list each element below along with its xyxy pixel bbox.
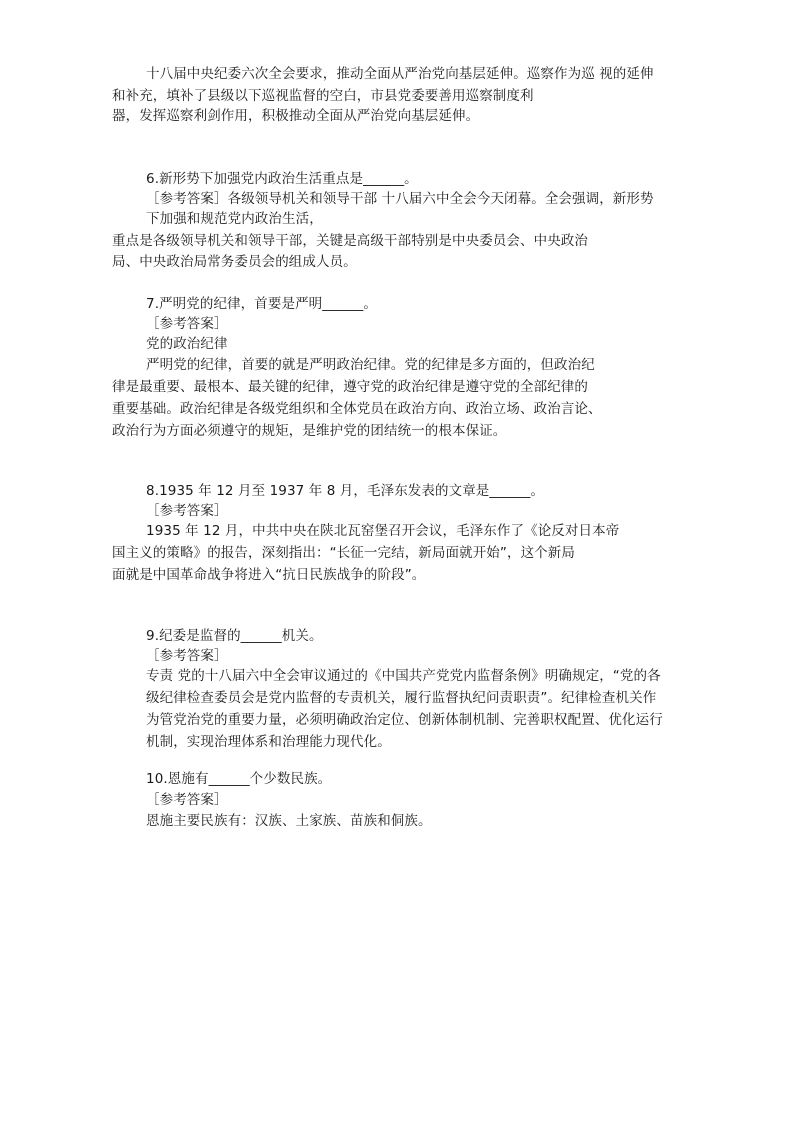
text-line: 十八届中央纪委六次全会要求，推动全面从严治党向基层延伸。巡察作为巡 视的延伸 (146, 66, 654, 82)
explanation-text: 严明党的纪律，首要的就是严明政治纪律。党的纪律是多方面的，但政治纪 (146, 357, 595, 373)
explanation-text: 面就是中国革命战争将进入“抗日民族战争的阶段”。 (112, 567, 426, 583)
answer-text: ［参考答案］各级领导机关和领导干部 十八届六中全会今天闭幕。全会强调，新形势 (146, 191, 654, 207)
question-text: 9.纪委是监督的______机关。 (146, 628, 323, 644)
question-text: 8.1935 年 12 月至 1937 年 8 月，毛泽东发表的文章是______。 (146, 483, 545, 499)
question-text: 6.新形势下加强党内政治生活重点是______。 (146, 171, 418, 187)
question-text: 10.恩施有______个少数民族。 (146, 771, 332, 787)
answer-text: 下加强和规范党内政治生活， (146, 211, 323, 227)
question-text: 7.严明党的纪律，首要是严明______。 (146, 296, 377, 312)
answer-label: ［参考答案］ (146, 503, 228, 519)
text-line: 和补充，填补了县级以下巡视监督的空白，市县党委要善用巡察制度利 (112, 88, 534, 104)
explanation-text: 重要基础。政治纪律是各级党组织和全体党员在政治方向、政治立场、政治言论、 (112, 401, 602, 417)
answer-label: ［参考答案］ (146, 648, 228, 664)
answer-text: 重点是各级领导机关和领导干部，关键是高级干部特别是中央委员会、中央政治 (112, 233, 588, 249)
explanation-text: 机制，实现治理体系和治理能力现代化。 (146, 734, 391, 750)
answer-text: 局、中央政治局常务委员会的组成人员。 (112, 254, 357, 270)
explanation-text: 为管党治党的重要力量，必须明确政治定位、创新体制机制、完善职权配置、优化运行 (146, 712, 663, 728)
answer-label: ［参考答案］ (146, 316, 228, 332)
explanation-text: 律是最重要、最根本、最关键的纪律，遵守党的政治纪律是遵守党的全部纪律的 (112, 379, 588, 395)
explanation-text: 专责 党的十八届六中全会审议通过的《中国共产党党内监督条例》明确规定，“党的各 (146, 668, 661, 684)
explanation-text: 恩施主要民族有：汉族、土家族、苗族和侗族。 (146, 813, 432, 829)
explanation-text: 政治行为方面必须遵守的规矩，是维护党的团结统一的根本保证。 (112, 423, 507, 439)
answer-label: ［参考答案］ (146, 792, 228, 808)
text-line: 器，发挥巡察利剑作用，积极推动全面从严治党向基层延伸。 (112, 108, 480, 124)
answer-text: 党的政治纪律 (146, 336, 228, 352)
explanation-text: 国主义的策略》的报告，深刻指出：“长征一完结，新局面就开始”，这个新局 (112, 545, 575, 561)
explanation-text: 1935 年 12 月，中共中央在陕北瓦窑堡召开会议，毛泽东作了《论反对日本帝 (146, 523, 620, 539)
explanation-text: 级纪律检查委员会是党内监督的专责机关，履行监督执纪问责职责”。纪律检查机关作 (146, 690, 657, 706)
